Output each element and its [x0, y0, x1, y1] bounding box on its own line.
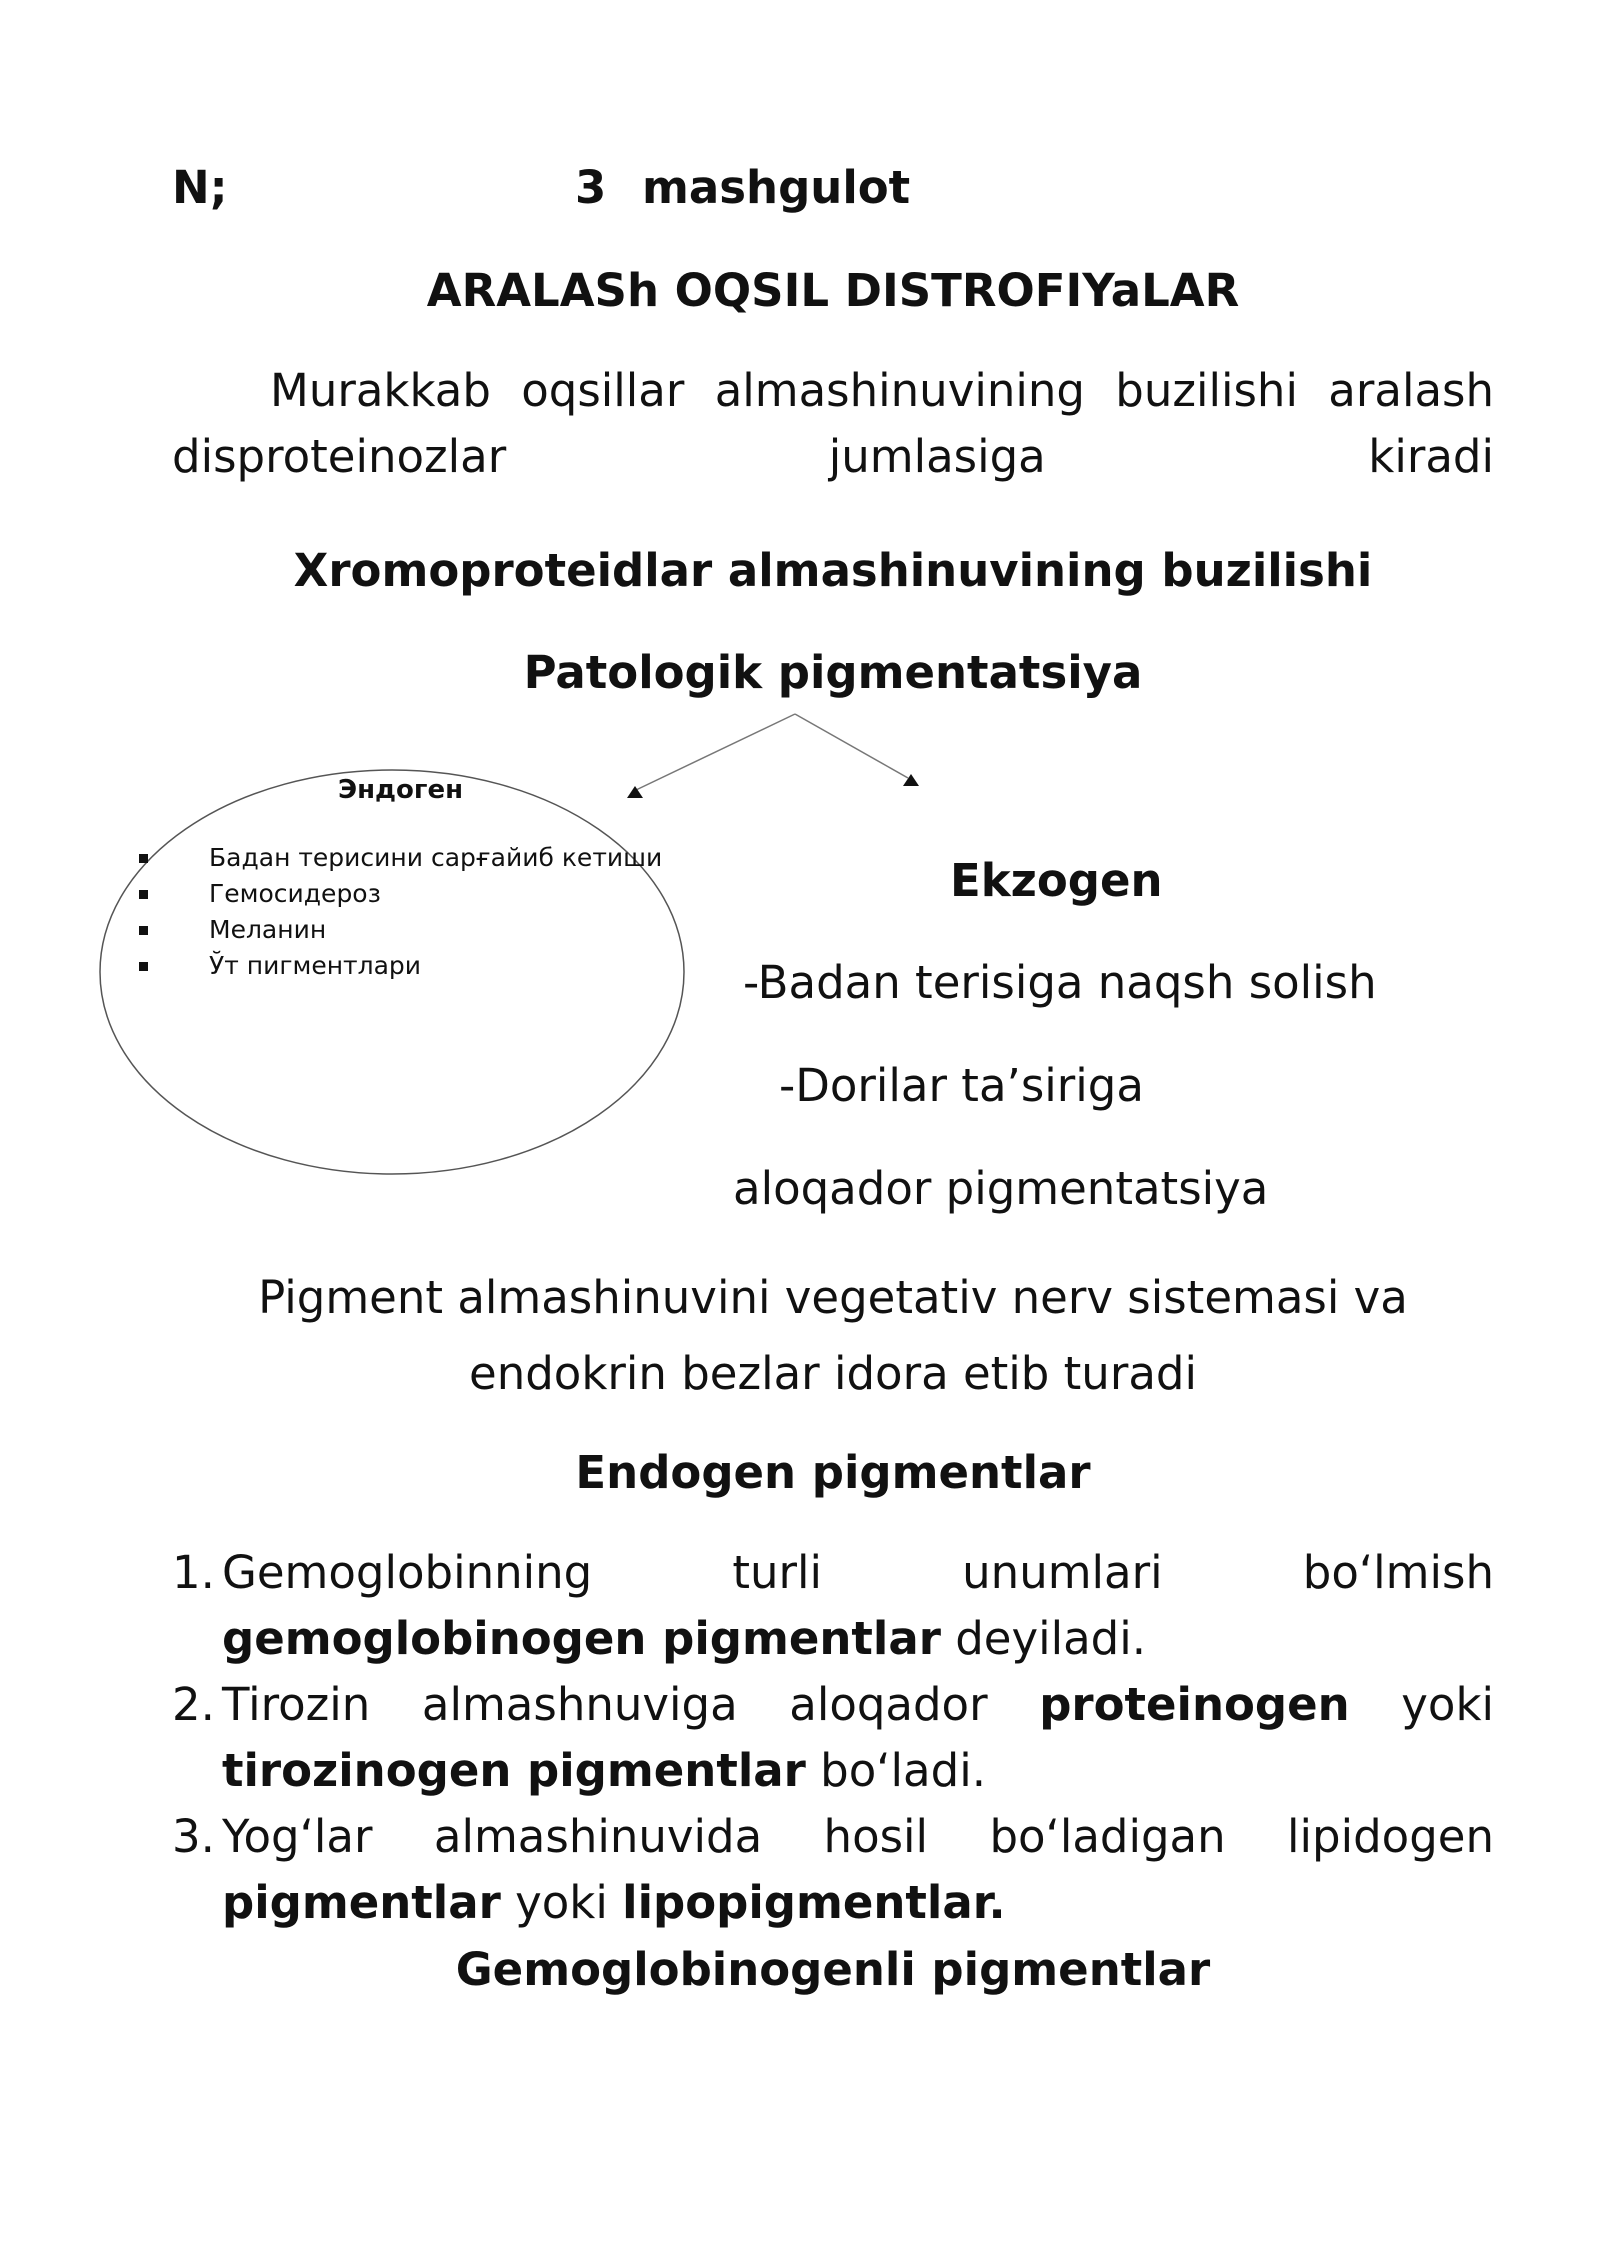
endogen-item: Бадан терисини сарғайиб кетиши — [120, 840, 662, 876]
list-item — [172, 1672, 1494, 1804]
list-item — [172, 1804, 1494, 1936]
intro-paragraph — [172, 358, 1494, 490]
list-item-bold: gemoglobinogen pigmentlar — [222, 1612, 941, 1665]
hemoglobinogenic-pigments-heading: Gemoglobinogenli pigmentlar — [455, 1943, 1211, 1996]
list-item-text: Tirozin almashnuviga aloqador — [222, 1678, 1040, 1731]
page-header-left: N; — [172, 161, 228, 214]
endogen-item: Меланин — [120, 912, 662, 948]
pigment-regulation-paragraph: Pigment almashinuvini vegetativ nerv sistemasi va endokrin bezlar idora etib turadi — [258, 1271, 1408, 1400]
ekzogen-line-3: aloqador pigmentatsiya — [733, 1162, 1269, 1215]
list-item-bold: tirozinogen pigmentlar — [222, 1744, 806, 1797]
list-item — [172, 1540, 1494, 1672]
endogen-pigments-heading: Endogen pigmentlar — [575, 1446, 1091, 1499]
ekzogen-line-1: -Badan terisiga naqsh solish — [743, 956, 1377, 1009]
ekzogen-line-2: -Dorilar ta’siriga — [779, 1059, 1144, 1112]
list-item-text: bo‘ladi. — [805, 1744, 986, 1797]
branch-line-right — [795, 714, 908, 778]
endogen-title: Эндоген — [338, 775, 464, 805]
endogen-list — [120, 840, 662, 984]
lesson-label: mashgulot — [642, 161, 911, 214]
list-item-text: yoki — [500, 1876, 623, 1929]
endogen-item: Гемосидероз — [120, 876, 662, 912]
list-item-text: yoki — [1349, 1678, 1495, 1731]
section-heading-chromoproteids: Xromoproteidlar almashinuvining buzilishi — [293, 544, 1373, 597]
page-title: ARALASh OQSIL DISTROFIYaLAR — [426, 264, 1240, 317]
section-heading-pathological-pigmentation: Patologik pigmentatsiya — [523, 646, 1143, 699]
list-item-text: deyiladi. — [940, 1612, 1147, 1665]
list-item-number: 3. — [172, 1810, 215, 1863]
list-item-number: 1. — [172, 1546, 215, 1599]
lesson-number: 3 — [575, 161, 607, 214]
list-item-bold: lipopigmentlar. — [622, 1876, 1006, 1929]
endogen-pigments-list — [172, 1540, 1494, 1936]
ekzogen-title: Ekzogen — [950, 854, 1163, 907]
intro-text: Murakkab oqsillar almashinuvining buzilishi aralash disproteinozlar jumlasiga kiradi — [172, 364, 1494, 483]
endogen-item: Ўт пигментлари — [120, 948, 662, 984]
list-item-bold: proteinogen — [1039, 1678, 1350, 1731]
list-item-number: 2. — [172, 1678, 215, 1731]
list-item-bold: pigmentlar — [222, 1876, 501, 1929]
list-item-text: Yog‘lar almashinuvida hosil bo‘ladigan lipidogen — [222, 1810, 1494, 1863]
branch-line-left — [636, 714, 795, 790]
list-item-text: Gemoglobinning turli unumlari bo‘lmish — [222, 1546, 1494, 1599]
